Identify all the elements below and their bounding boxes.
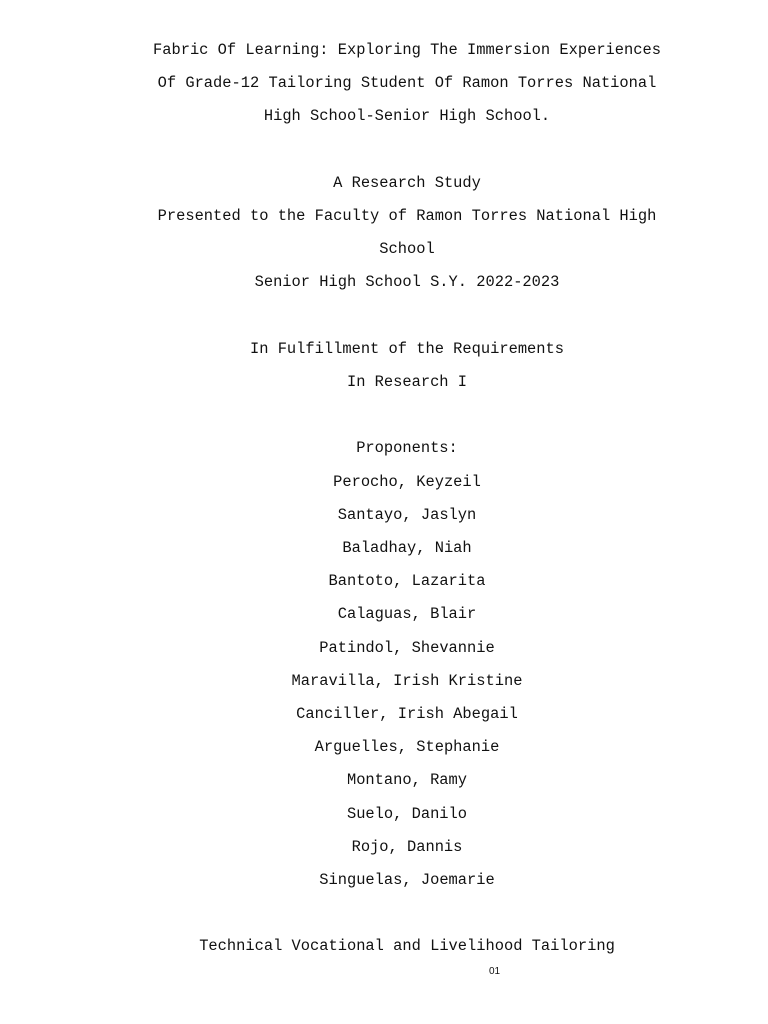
title-line-2: Of Grade-12 Tailoring Student Of Ramon Torres National (157, 74, 657, 93)
school-year: Senior High School S.Y. 2022-2023 (254, 273, 560, 292)
title-page-content (127, 34, 687, 964)
blank-line (127, 134, 687, 167)
proponent-name: Calaguas, Blair (337, 605, 477, 624)
presented-to-line-1: Presented to the Faculty of Ramon Torres National High (157, 207, 657, 225)
proponent-name: Canciller, Irish Abegail (296, 705, 518, 724)
title-line-3: High School-Senior High School. (263, 107, 551, 126)
blank-line (127, 399, 687, 432)
title-line-1: Fabric Of Learning: Exploring The Immersion Experiences (153, 41, 661, 59)
proponent-name: Bantoto, Lazarita (328, 572, 486, 591)
proponents-heading: Proponents: (356, 439, 458, 458)
proponent-name: Singuelas, Joemarie (319, 871, 495, 890)
proponent-name: Perocho, Keyzeil (333, 472, 481, 491)
proponent-name: Montano, Ramy (346, 771, 468, 790)
proponent-name: Maravilla, Irish Kristine (291, 671, 523, 690)
proponent-name: Patindol, Shevannie (319, 638, 495, 657)
blank-line (127, 300, 687, 333)
research-study-label: A Research Study (333, 173, 481, 192)
blank-line (127, 897, 687, 930)
fulfillment-line-1: In Fulfillment of the Requirements (249, 339, 565, 358)
presented-to-line-2: School (379, 240, 435, 259)
page-number: 01 (489, 966, 501, 977)
fulfillment-line-2: In Research I (346, 373, 468, 391)
proponent-name: Baladhay, Niah (342, 539, 472, 557)
proponent-name: Rojo, Dannis (351, 837, 463, 856)
proponent-name: Arguelles, Stephanie (314, 738, 500, 757)
proponent-name: Santayo, Jaslyn (337, 505, 477, 524)
proponent-name: Suelo, Danilo (346, 804, 468, 823)
strand-line: Technical Vocational and Livelihood Tailoring (199, 937, 615, 956)
